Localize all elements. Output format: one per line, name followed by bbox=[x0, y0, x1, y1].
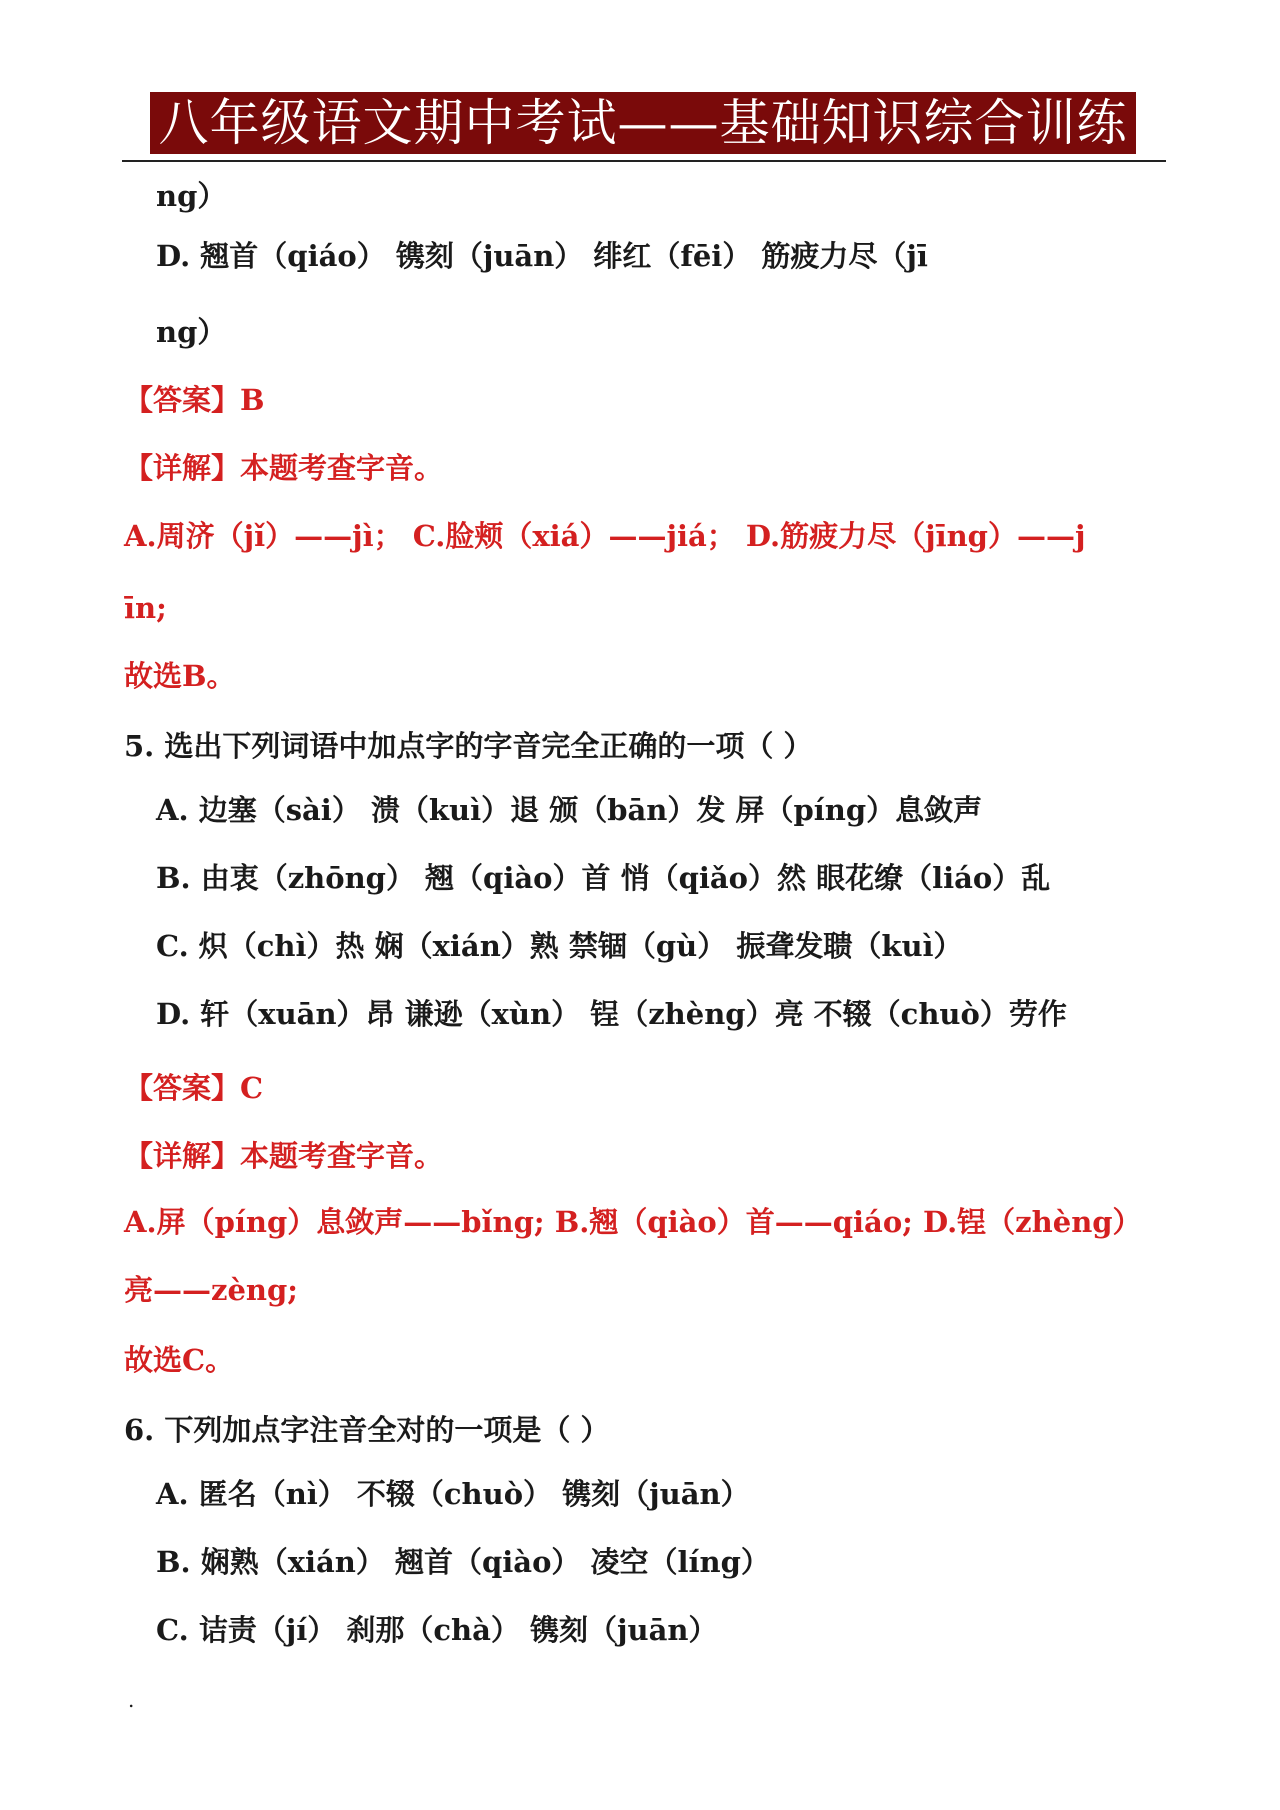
previous-option-tail: ng） bbox=[156, 179, 227, 213]
q6-option-b: B. 娴熟（xián） 翘首（qiào） 凌空（líng） bbox=[156, 1545, 770, 1579]
trailing-dot: . bbox=[128, 1688, 135, 1712]
q6-option-a: A. 匿名（nì） 不辍（chuò） 镌刻（juān） bbox=[156, 1477, 750, 1511]
q5-option-d: D. 轩（xuān）昂 谦逊（xùn） 锃（zhèng）亮 不辍（chuò）劳作 bbox=[156, 997, 1067, 1031]
q5-conclusion: 故选C。 bbox=[124, 1343, 235, 1377]
previous-option-d: D. 翘首（qiáo） 镌刻（juān） 绯红（fēi） 筋疲力尽（jī bbox=[156, 239, 928, 273]
q5-option-b: B. 由衷（zhōng） 翘（qiào）首 悄（qiǎo）然 眼花缭（liáo）乱 bbox=[156, 861, 1051, 895]
q5-stem: 5. 选出下列词语中加点字的字音完全正确的一项（ ） bbox=[124, 729, 813, 763]
q4-explain-head: 【详解】本题考查字音。 bbox=[124, 451, 444, 485]
q5-explain-line1: A.屏（píng）息敛声——bǐng; B.翘（qiào）首——qiáo; D.锃（zhèng） bbox=[124, 1205, 1142, 1239]
q6-stem: 6. 下列加点字注音全对的一项是（ ） bbox=[124, 1413, 610, 1447]
page-header bbox=[122, 90, 1166, 162]
q4-answer: 【答案】B bbox=[124, 383, 265, 417]
q5-option-a: A. 边塞（sài） 溃（kuì）退 颁（bān）发 屏（píng）息敛声 bbox=[156, 793, 983, 827]
q5-explain-head: 【详解】本题考查字音。 bbox=[124, 1139, 444, 1173]
q5-option-c: C. 炽（chì）热 娴（xián）熟 禁锢（gù） 振聋发聩（kuì） bbox=[156, 929, 963, 963]
page-title: 八年级语文期中考试——基础知识综合训练 bbox=[150, 92, 1136, 154]
q5-explain-line2: 亮——zèng; bbox=[124, 1273, 298, 1307]
q5-answer: 【答案】C bbox=[124, 1071, 264, 1105]
q4-explain-line1: A.周济（jǐ）——jì； C.脸颊（xiá）——jiá； D.筋疲力尽（jīng）——j bbox=[124, 519, 1086, 553]
q4-explain-line2: īn; bbox=[124, 591, 167, 625]
q6-option-c: C. 诘责（jí） 刹那（chà） 镌刻（juān） bbox=[156, 1613, 718, 1647]
previous-option-d-tail: ng） bbox=[156, 315, 227, 349]
q4-conclusion: 故选B。 bbox=[124, 659, 236, 693]
